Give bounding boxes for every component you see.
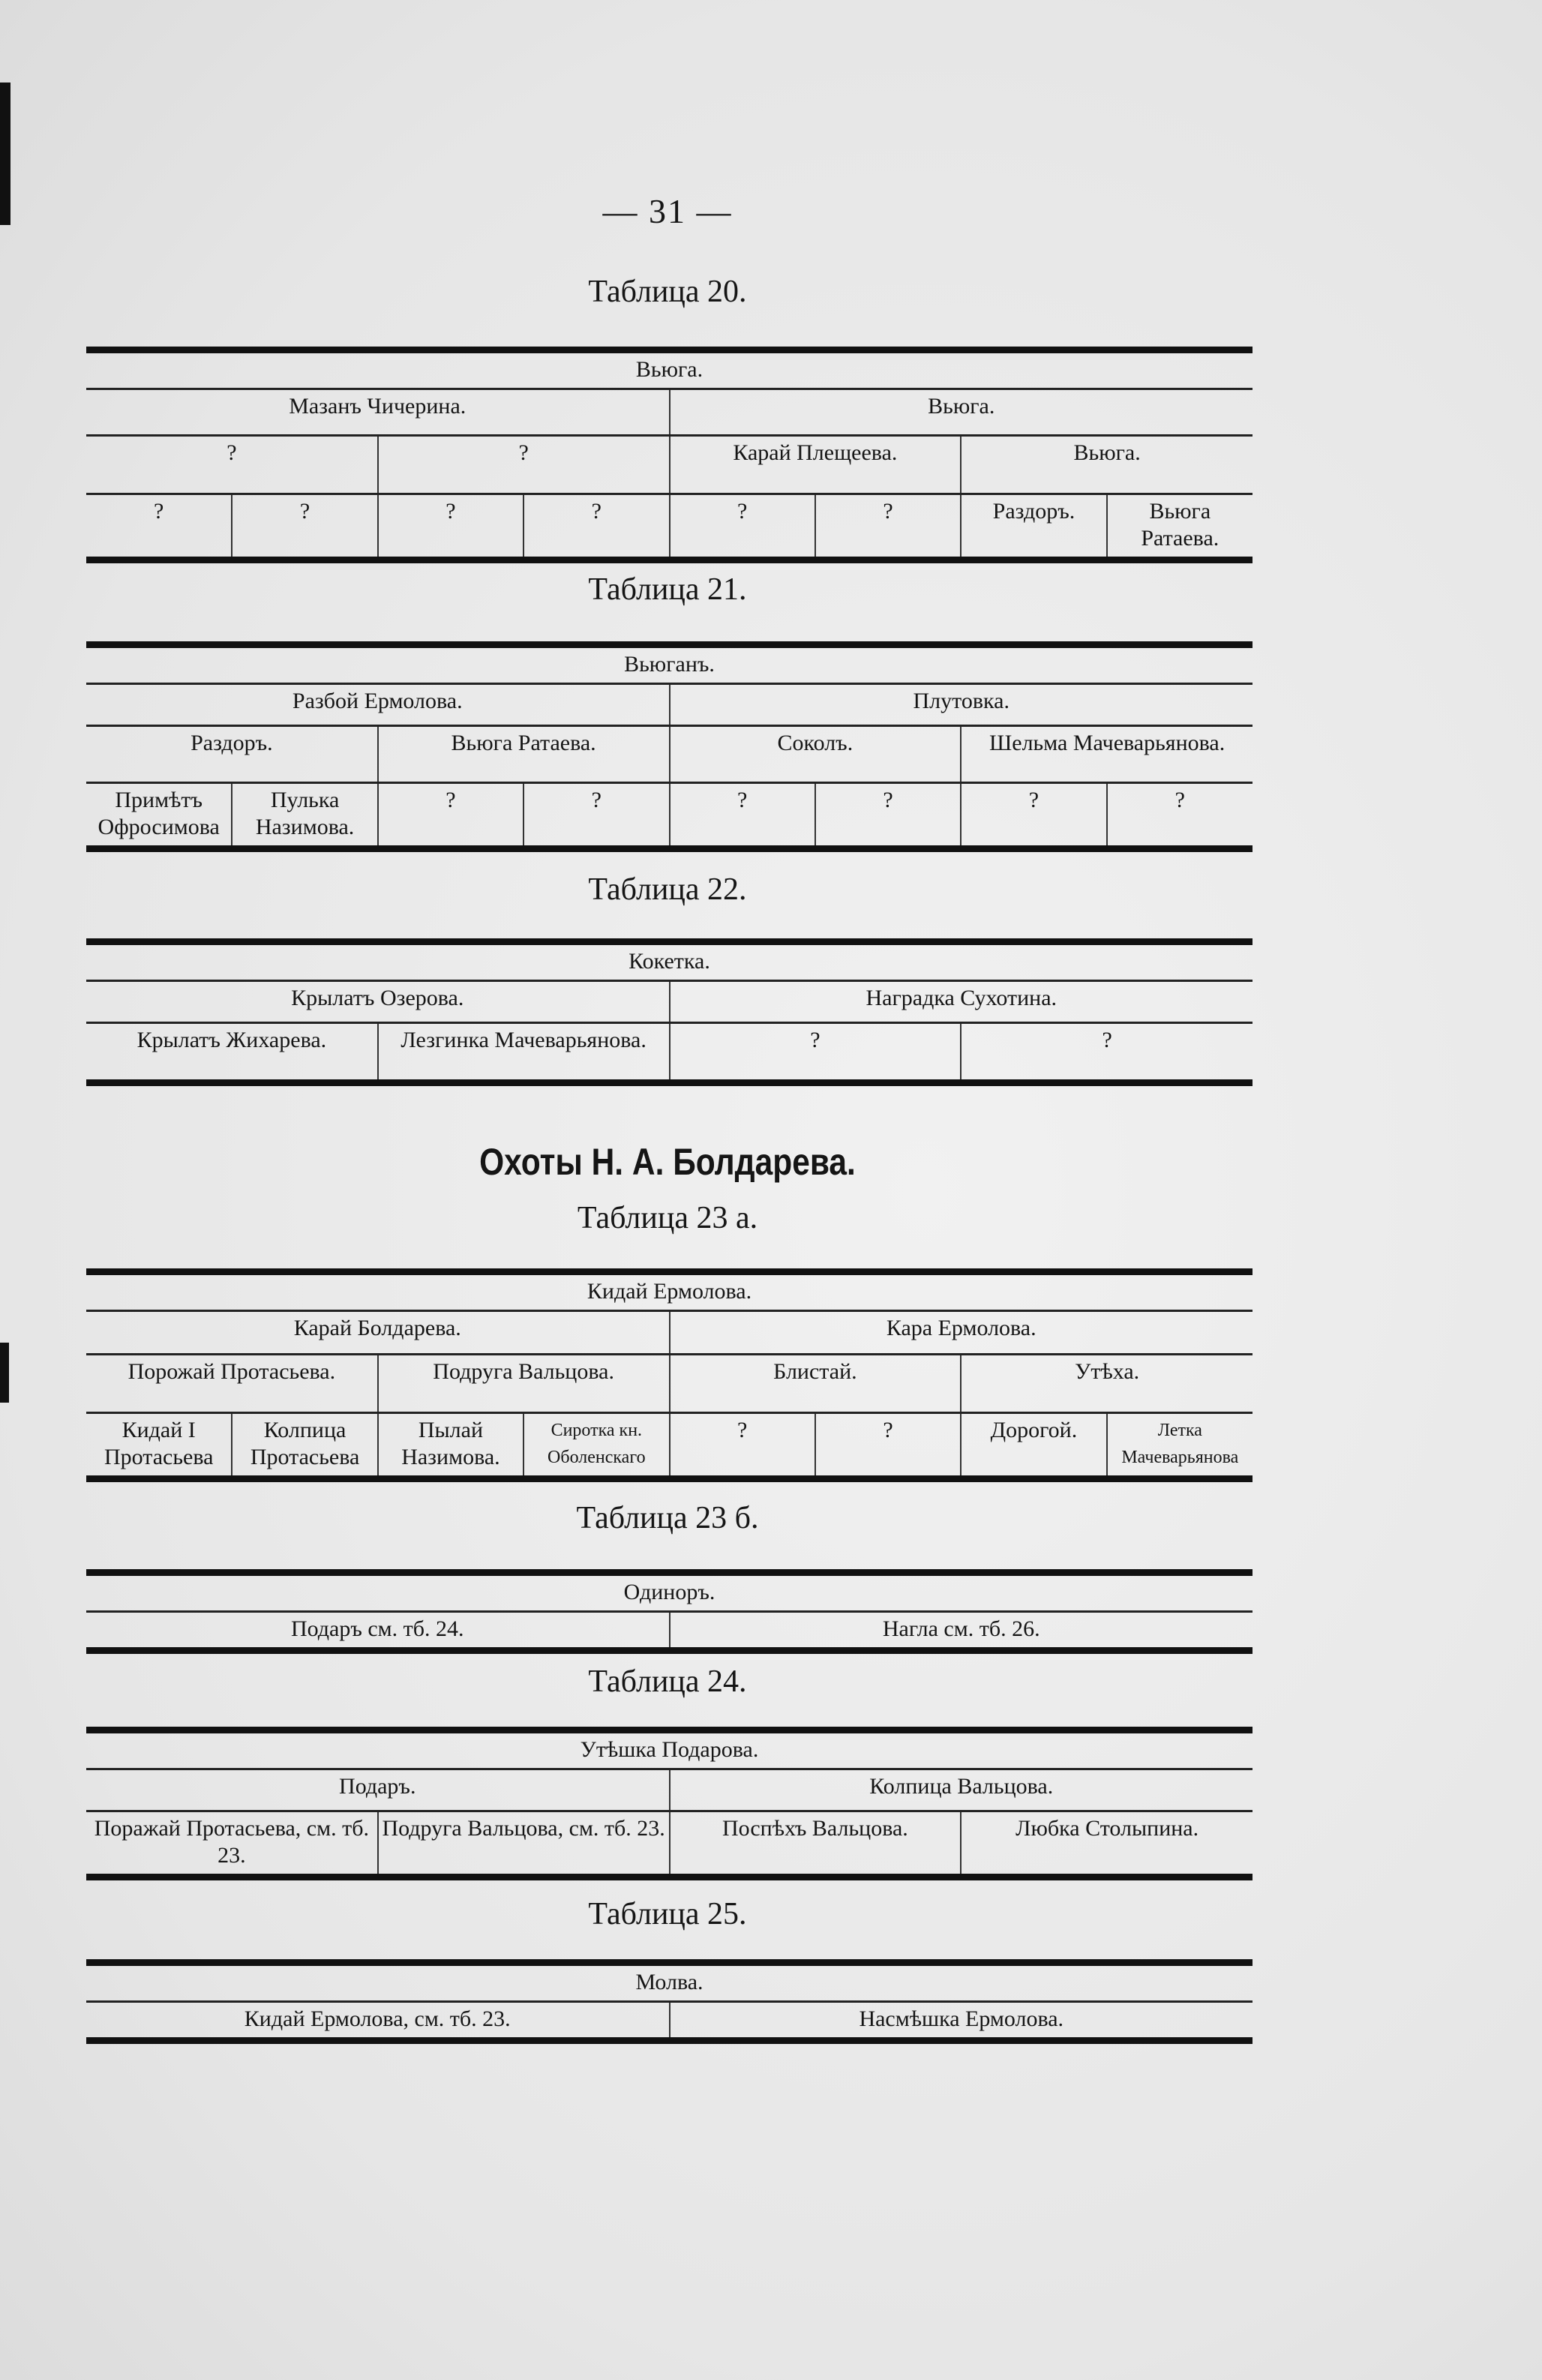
gen3-cell: Кидай I Протасьева — [86, 1413, 232, 1479]
gen3-cell: Вьюга Ратаева. — [1107, 494, 1252, 560]
gen2-cell: Соколъ. — [670, 726, 962, 783]
gen3-cell: ? — [670, 1413, 815, 1479]
section-heading: Охоты Н. А. Болдарева. — [479, 1141, 856, 1183]
gen3-cell: ? — [961, 783, 1106, 849]
table-22-title: Таблица 22. — [588, 872, 747, 907]
pedigree-table-24 — [86, 1727, 1252, 1880]
dam-cell: Нагла см. тб. 26. — [670, 1612, 1253, 1651]
gen2-cell: Порожай Протасьева. — [86, 1355, 378, 1413]
gen2-cell: ? — [86, 436, 378, 494]
gen3-cell: ? — [670, 494, 815, 560]
table-20-title: Таблица 20. — [588, 275, 747, 309]
pedigree-table-22 — [86, 938, 1252, 1086]
gen3-cell: Раздоръ. — [961, 494, 1106, 560]
dam-cell: Наградка Сухотина. — [670, 981, 1253, 1023]
dam-cell: Плутовка. — [670, 684, 1253, 726]
gen3-cell: Примѣтъ Офросимова — [86, 783, 232, 849]
gen2-cell: Подруга Вальцова, см. тб. 23. — [378, 1811, 670, 1877]
table-25-title: Таблица 25. — [588, 1897, 747, 1931]
gen2-cell: ? — [378, 436, 670, 494]
gen2-cell: Раздоръ. — [86, 726, 378, 783]
root-cell: Одиноръ. — [623, 1580, 716, 1604]
gen3-cell: Пылай Назимова. — [378, 1413, 524, 1479]
table-24-title: Таблица 24. — [588, 1664, 747, 1699]
gen2-cell: ? — [961, 1023, 1252, 1083]
pedigree-table-23b — [86, 1569, 1252, 1654]
gen2-cell: ? — [670, 1023, 962, 1083]
gen3-cell: Колпица Протасьева — [232, 1413, 377, 1479]
table-23a-title: Таблица 23 а. — [577, 1201, 758, 1235]
gen3-cell: ? — [815, 1413, 961, 1479]
gen3-cell: ? — [524, 494, 669, 560]
gen2-cell: Вьюга. — [961, 436, 1252, 494]
gen2-cell: Поражай Протасьева, см. тб. 23. — [86, 1811, 378, 1877]
page-number: — 31 — — [602, 192, 733, 230]
table-23b-title: Таблица 23 б. — [576, 1501, 759, 1535]
sire-cell: Разбой Ермолова. — [86, 684, 670, 726]
pedigree-table-23a — [86, 1268, 1252, 1482]
gen2-cell: Поспѣхъ Вальцова. — [670, 1811, 962, 1877]
table-21-title: Таблица 21. — [588, 572, 747, 607]
gen2-cell: Вьюга Ратаева. — [378, 726, 670, 783]
root-cell: Утѣшка Подарова. — [580, 1737, 759, 1762]
gen3-cell: ? — [815, 494, 961, 560]
gen2-cell: Шельма Мачеварьянова. — [961, 726, 1252, 783]
pedigree-table-21 — [86, 641, 1252, 852]
gen3-cell: Летка Мачеварьянова — [1107, 1413, 1252, 1479]
gen3-cell: ? — [378, 783, 524, 849]
gen3-cell: ? — [86, 494, 232, 560]
root-cell: Вьюга. — [635, 357, 704, 382]
dam-cell: Насмѣшка Ермолова. — [670, 2002, 1253, 2041]
scan-edge — [0, 1343, 9, 1403]
gen3-cell: Дорогой. — [961, 1413, 1106, 1479]
gen2-cell: Подруга Вальцова. — [378, 1355, 670, 1413]
root-cell: Молва. — [635, 1970, 704, 1994]
dam-cell: Вьюга. — [670, 389, 1253, 436]
gen2-cell: Утѣха. — [961, 1355, 1252, 1413]
gen3-cell: ? — [232, 494, 377, 560]
sire-cell: Крылатъ Озерова. — [86, 981, 670, 1023]
gen2-cell: Блистай. — [670, 1355, 962, 1413]
gen2-cell: Лезгинка Мачеварьянова. — [378, 1023, 670, 1083]
gen2-cell: Любка Столыпина. — [961, 1811, 1252, 1877]
pedigree-table-25 — [86, 1959, 1252, 2044]
gen3-cell: Пулька Назимова. — [232, 783, 377, 849]
dam-cell: Кара Ермолова. — [670, 1311, 1253, 1355]
sire-cell: Карай Болдарева. — [86, 1311, 670, 1355]
root-cell: Кокетка. — [628, 949, 710, 974]
sire-cell: Кидай Ермолова, см. тб. 23. — [86, 2002, 670, 2041]
gen2-cell: Карай Плещеева. — [670, 436, 962, 494]
root-cell: Вьюганъ. — [624, 652, 715, 677]
root-cell: Кидай Ермолова. — [586, 1279, 752, 1304]
gen3-cell: ? — [815, 783, 961, 849]
gen3-cell: ? — [378, 494, 524, 560]
gen3-cell: Сиротка кн. Оболенскаго — [524, 1413, 669, 1479]
pedigree-table-20 — [86, 347, 1252, 563]
dam-cell: Колпица Вальцова. — [670, 1769, 1253, 1811]
gen3-cell: ? — [1107, 783, 1252, 849]
sire-cell: Мазанъ Чичерина. — [86, 389, 670, 436]
gen3-cell: ? — [524, 783, 669, 849]
gen2-cell: Крылатъ Жихарева. — [86, 1023, 378, 1083]
sire-cell: Подаръ см. тб. 24. — [86, 1612, 670, 1651]
gen3-cell: ? — [670, 783, 815, 849]
sire-cell: Подаръ. — [86, 1769, 670, 1811]
